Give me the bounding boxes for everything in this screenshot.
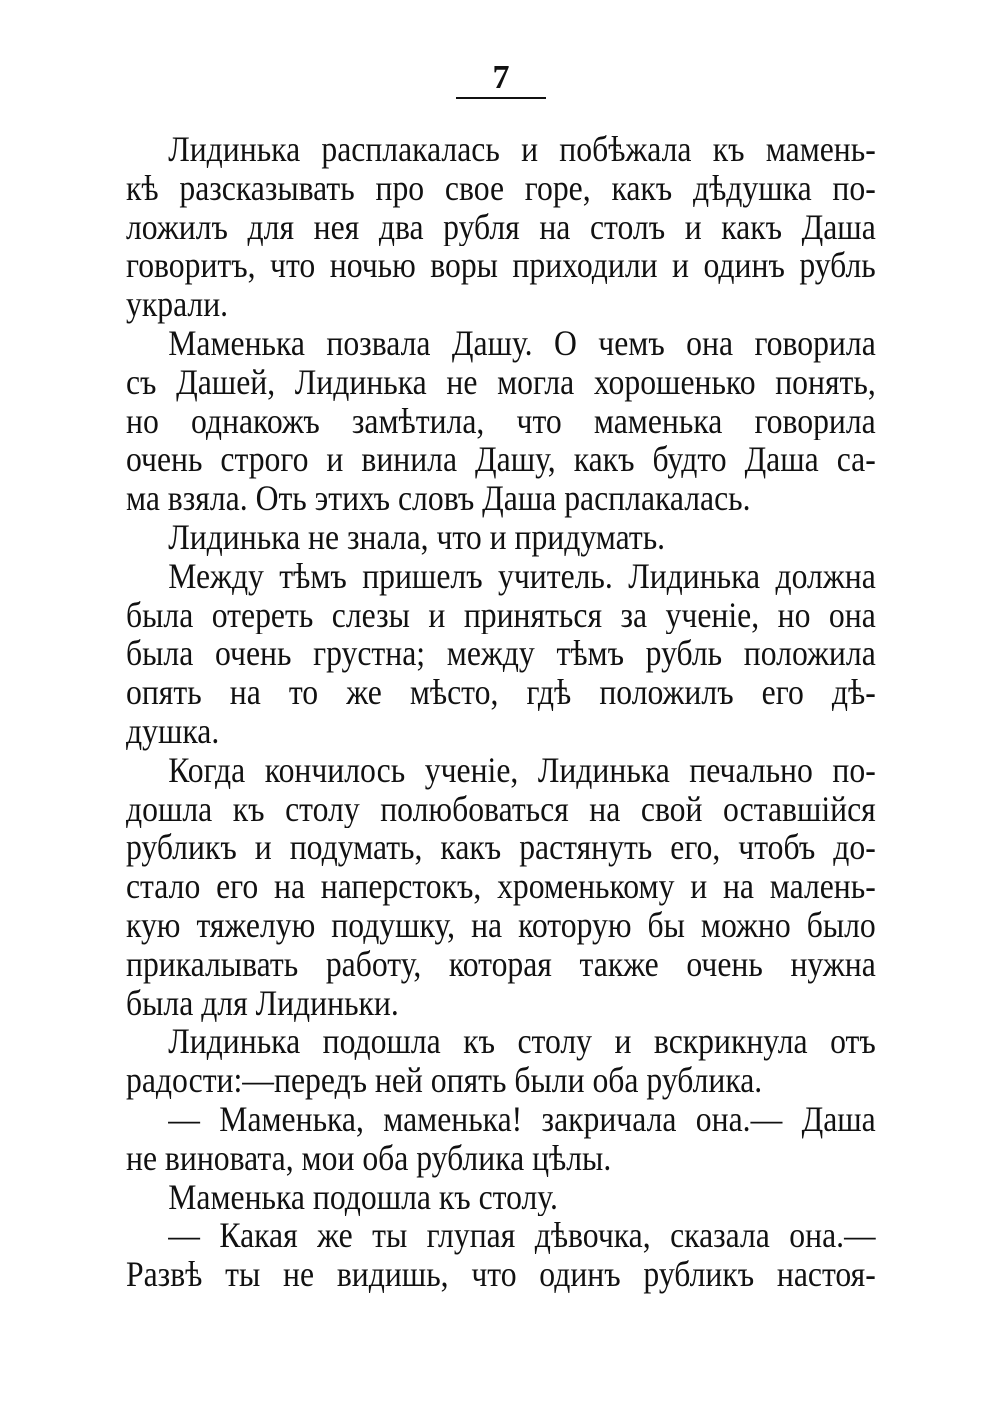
text-line: Развѣ ты не видишь, что одинъ рубликъ настоя- [126, 1255, 876, 1294]
body-text [126, 130, 876, 1294]
text-line: украли. [126, 285, 229, 324]
text-line: Лидинька расплакалась и побѣжала къ мамень- [168, 130, 876, 169]
text-line: была отереть слезы и приняться за ученіе, но она [126, 595, 876, 635]
text-line: была для Лидиньки. [126, 983, 399, 1023]
text-line: радости:—передъ ней опять были оба рублика. [126, 1061, 763, 1100]
text-line: съ Дашей, Лидинька не могла хорошенько понять, [126, 362, 876, 402]
text-line: кую тяжелую подушку, на которую бы можно было [126, 905, 876, 945]
text-line: была очень грустна; между тѣмъ рубль положила [126, 634, 876, 674]
text-line: не виновата, мои оба рублика цѣлы. [126, 1138, 612, 1178]
text-line: говоритъ, что ночью воры приходили и одинъ рубль [126, 246, 876, 286]
text-line: Маменька подошла къ столу. [168, 1177, 558, 1217]
text-line: ложилъ для нея два рубля на столъ и какъ Даша [126, 207, 876, 247]
page-number: 7 [492, 59, 510, 96]
text-line: очень строго и винила Дашу, какъ будто Даша са- [126, 440, 876, 480]
text-line: Между тѣмъ пришелъ учитель. Лидинька должна [168, 556, 876, 596]
text-line: — Маменька, маменька! закричала она.— Даша [168, 1099, 876, 1139]
text-line: дошла къ столу полюбоваться на свой оставшійся [126, 789, 876, 829]
page-number-rule [456, 97, 546, 99]
text-line: Маменька позвала Дашу. О чемъ она говорила [168, 323, 876, 363]
text-line: Когда кончилось ученіе, Лидинька печально по- [168, 750, 876, 790]
text-line: — Какая же ты глупая дѣвочка, сказала она.— [168, 1216, 876, 1256]
text-line: Лидинька не знала, что и придумать. [168, 517, 666, 557]
text-line: Лидинька подошла къ столу и вскрикнула отъ [168, 1022, 876, 1062]
text-line: кѣ разсказывать про свое горе, какъ дѣдушка по- [126, 168, 876, 208]
text-line: ма взяла. Оть этихъ словъ Даша расплакалась. [126, 479, 751, 518]
text-line: опять на то же мѣсто, гдѣ положилъ его дѣ- [126, 673, 876, 712]
text-line: рубликъ и подумать, какъ растянуть его, чтобъ до- [126, 828, 876, 868]
text-line: прикалывать работу, которая также очень нужна [126, 944, 876, 984]
text-line: но однакожъ замѣтила, что маменька говорила [126, 401, 876, 441]
text-line: душка. [126, 711, 220, 751]
text-line: стало его на наперстокъ, хроменькому и на малень- [126, 867, 876, 906]
